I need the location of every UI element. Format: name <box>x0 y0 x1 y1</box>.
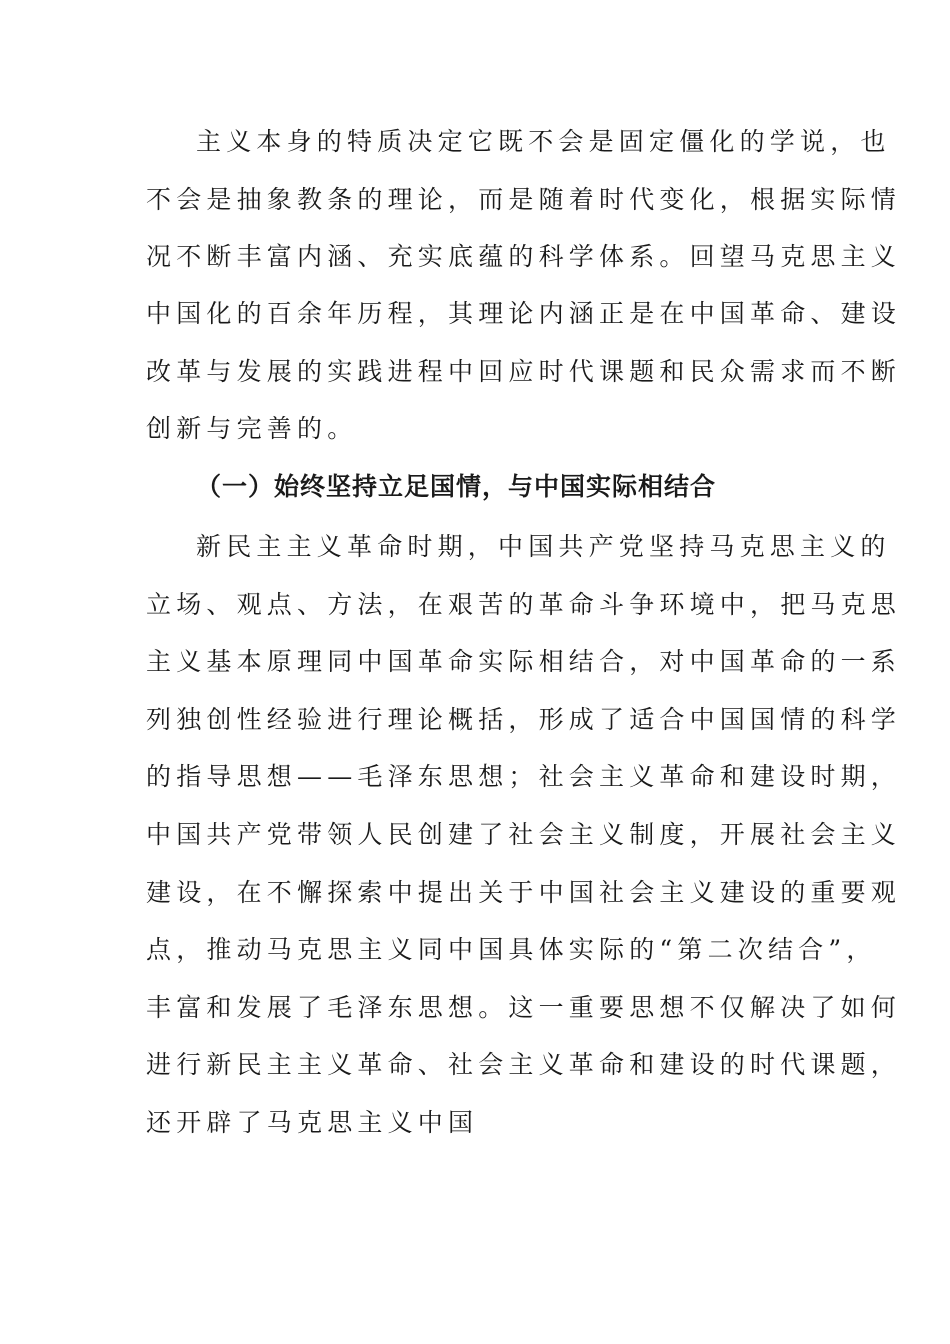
paragraph-2-line-1: 新民主主义革命时期，中国共产党坚持马克思主义的 <box>196 532 891 561</box>
paragraph-1-line-5: 改革与发展的实践进程中回应时代课题和民众需求而不断 <box>146 357 902 386</box>
paragraph-2-line-9: 丰富和发展了毛泽东思想。这一重要思想不仅解决了如何 <box>146 993 902 1022</box>
paragraph-2-line-5: 的指导思想——毛泽东思想；社会主义革命和建设时期， <box>146 762 902 791</box>
paragraph-2-line-2: 立场、观点、方法，在艰苦的革命斗争环境中，把马克思 <box>146 590 902 619</box>
paragraph-2-line-10: 进行新民主主义革命、社会主义革命和建设的时代课题， <box>146 1050 902 1079</box>
paragraph-1-line-2: 不会是抽象教条的理论，而是随着时代变化，根据实际情 <box>146 185 902 214</box>
paragraph-1-line-4: 中国化的百余年历程，其理论内涵正是在中国革命、建设 <box>146 299 902 328</box>
paragraph-1-line-6: 创新与完善的。 <box>146 414 358 443</box>
paragraph-2-line-6: 中国共产党带领人民创建了社会主义制度，开展社会主义 <box>146 820 902 849</box>
paragraph-1-line-1: 主义本身的特质决定它既不会是固定僵化的学说，也 <box>196 127 891 156</box>
paragraph-1-line-3: 况不断丰富内涵、充实底蕴的科学体系。回望马克思主义 <box>146 242 902 271</box>
paragraph-2-line-8: 点，推动马克思主义同中国具体实际的“第二次结合”， <box>146 935 877 964</box>
paragraph-2-line-3: 主义基本原理同中国革命实际相结合，对中国革命的一系 <box>146 647 902 676</box>
paragraph-2-line-7: 建设，在不懈探索中提出关于中国社会主义建设的重要观 <box>146 878 902 907</box>
paragraph-2-line-4: 列独创性经验进行理论概括，形成了适合中国国情的科学 <box>146 705 902 734</box>
section-heading: （一）始终坚持立足国情，与中国实际相结合 <box>196 472 717 501</box>
paragraph-2-line-11: 还开辟了马克思主义中国 <box>146 1108 479 1137</box>
